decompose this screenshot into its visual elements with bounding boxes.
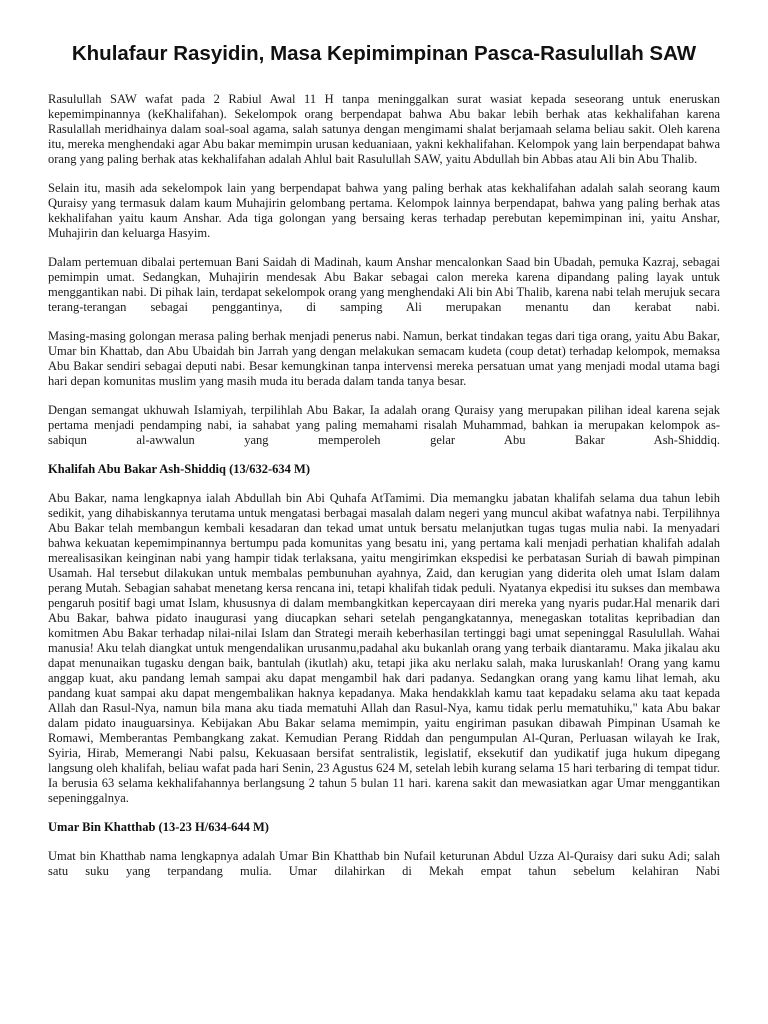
paragraph-saqifah-meeting: Dalam pertemuan dibalai pertemuan Bani Saidah di Madinah, kaum Anshar mencalonkan Saad bin Ubadah, pemuka Kazraj, sebagai pemimpin umat. Sedangkan, Muhajirin mendesak Abu Bakar sebagai calon mereka karena dipandang paling layak untuk menggantikan nabi. Di pihak lain, terdapat sekelompok orang yang menghendaki Ali bin Abi Thalib, karena nabi telah merujuk secara terang-terangan sebagai penggantinya, di samping Ali merupakan menantu dan kerabat nabi. <box>48 255 720 314</box>
document-title: Khulafaur Rasyidin, Masa Kepimimpinan Pasca-Rasulullah SAW <box>71 42 697 65</box>
section-heading-abu-bakar: Khalifah Abu Bakar Ash-Shiddiq (13/632-634 M) <box>48 462 310 476</box>
paragraph-succession-dispute: Rasulullah SAW wafat pada 2 Rabiul Awal 11 H tanpa meninggalkan surat wasiat kepada seseorang untuk eneruskan kepemimpinannya (keKhalifahan). Sekelompok orang berpendapat bahwa Abu bakar lebih berhak atas kekhalifahan karena Rasulallah meridhainya dalam soal-soal agama, salah satunya dengan mengimami shalat berjamaah selama beliau sakit. Oleh karena itu, mereka menghendaki agar Abu bakar memimpin urusan keduaniaan, yakni kekhalifahan. Kelompok yang lain berpendapat bahwa orang yang paling berhak atas kekhalifahan adalah Ahlul bait Rasulullah SAW, yaitu Abdullah bin Abbas atau Ali bin Abu Thalib. <box>48 92 720 166</box>
paragraph-umar: Umat bin Khatthab nama lengkapnya adalah Umar Bin Khatthab bin Nufail keturunan Abdul Uzza Al-Quraisy dari suku Adi; salah satu suku yang terpandang mulia. Umar dilahirkan di Mekah empat tahun sebelum kelahiran Nabi <box>48 849 720 878</box>
document-body <box>48 92 720 893</box>
paragraph-election-abu-bakar: Dengan semangat ukhuwah Islamiyah, terpilihlah Abu Bakar, Ia adalah orang Quraisy yang merupakan pilihan ideal karena sejak pertama menjadi pendamping nabi, ia sahabat yang paling memahami risalah Muhammad, bahkan ia merupakan kelompok as-sabiqun al-awwalun yang memperoleh gelar Abu Bakar Ash-Shiddiq. <box>48 403 720 447</box>
paragraph-abu-bakar: Abu Bakar, nama lengkapnya ialah Abdullah bin Abi Quhafa AtTamimi. Dia memangku jabatan khalifah selama dua tahun lebih sedikit, yang dihabiskannya terutama untuk mengatasi berbagai masalah dalam negeri yang muncul akibat wafatnya nabi. Terpilihnya Abu Bakar telah membangun kembali kesadaran dan tekad umat untuk bersatu melanjutkan tugas tugas mulia nabi. Ia menyadari bahwa kekuatan kepemimpinannya bertumpu pada komunitas yang besatu ini, yang pertama kali menjadi perhatian khalifah adalah merealisasikan keinginan nabi yang hampir tidak terlaksana, yaitu mengirimkan ekspedisi ke perbatasan Suriah di bawah pimpinan Usamah. Hal tersebut dilakukan untuk membalas pembunuhan ayahnya, Zaid, dan kerugian yang diderita oleh umat Islam dalam perang Mutah. Sebagian sahabat menetang kersa rencana ini, tetapi khalifah tidak peduli. Nyatanya ekpedisi itu sukses dan membawa pengaruh positif bagi umat Islam, khususnya di dalam membangkitkan kepercayaan diri mereka yang nyaris pudar.Hal menarik dari Abu Bakar, bahwa pidato inaugurasi yang diucapkan sehari setelah pengangkatannya, menegaskan totalitas kepribadian dan komitmen Abu Bakar terhadap nilai-nilai Islam dan Strategi meraih keberhasilan tertinggi bagi umat sepeninggal Rasulullah. Wahai manusia! Aku telah diangkat untuk mengendalikan urusanmu,padahal aku bukanlah orang yang terbaik diantaramu. Maka jikalau aku dapat menunaikan tugasku dengan baik, bantulah (ikutlah) aku, tetapi jika aku nerlaku salah, maka luruskanlah! Orang yang kamu anggap kuat, aku pandang lemah sampai aku dapat mengambil hak dari padanya. Sedangkan orang yang kamu lihat lemah, aku pandang kuat sampai aku dapat mengembalikan haknya kepadanya. Maka hendakklah kamu taat kepadaku selama aku taat kepada Allah dan Rasul-Nya, namun bila mana aku tiada mematuhi Allah dan Rasul-Nya, kamu tidak perlu mematuhiku," kata Abu bakar dalam pidato inauguarsinya. Kebijakan Abu Bakar selama memimpin, yaitu engiriman pasukan dibawah Pimpinan Usamah ke Romawi, Memberantas Pembangkang zakat. Kemudian Perang Riddah dan pengumpulan Al-Quran, Perluasan wilayah ke Irak, Syiria, Hirab, Memerangi Nabi palsu, Kekuasaan bersifat sentralistik, legislatif, eksekutif dan yudikatif juga hukum dipegang langsung oleh khalifah, beliau wafat pada hari Senin, 23 Agustus 624 M, setelah lebih kurang selama 15 hari terbaring di tempat tidur. Ia berusia 63 selama kekhalifahannya berlangsung 2 tahun 5 bulan 11 hari. karena sakit dan mewasiatkan agar Umar menggantikan sepeninggalnya. <box>48 491 720 805</box>
paragraph-three-men: Masing-masing golongan merasa paling berhak menjadi penerus nabi. Namun, berkat tindakan tegas dari tiga orang, yaitu Abu Bakar, Umar bin Khattab, dan Abu Ubaidah bin Jarrah yang dengan melakukan semacam kudeta (coup detat) terhadap kelompok, memaksa Abu Bakar sendiri sebagai deputi nabi. Besar kemungkinan tanpa intervensi mereka persatuan umat yang menjadi modal utama bagi hari depan komunitas muslim yang masih muda itu berada dalam tanda tanya besar. <box>48 329 720 388</box>
section-heading-umar: Umar Bin Khatthab (13-23 H/634-644 M) <box>48 820 269 834</box>
paragraph-other-groups: Selain itu, masih ada sekelompok lain yang berpendapat bahwa yang paling berhak atas kekhalifahan adalah salah seorang kaum Quraisy yang termasuk dalam kaum Muhajirin gelombang pertama. Kelompok lainnya berpendapat, bahwa yang paling berhak atas kekhalifahan yaitu kaum Anshar. Ada tiga golongan yang bersaing keras terhadap perebutan kepemimpinan ini, yaitu Anshar, Muhajirin dan keluarga Hasyim. <box>48 181 720 240</box>
